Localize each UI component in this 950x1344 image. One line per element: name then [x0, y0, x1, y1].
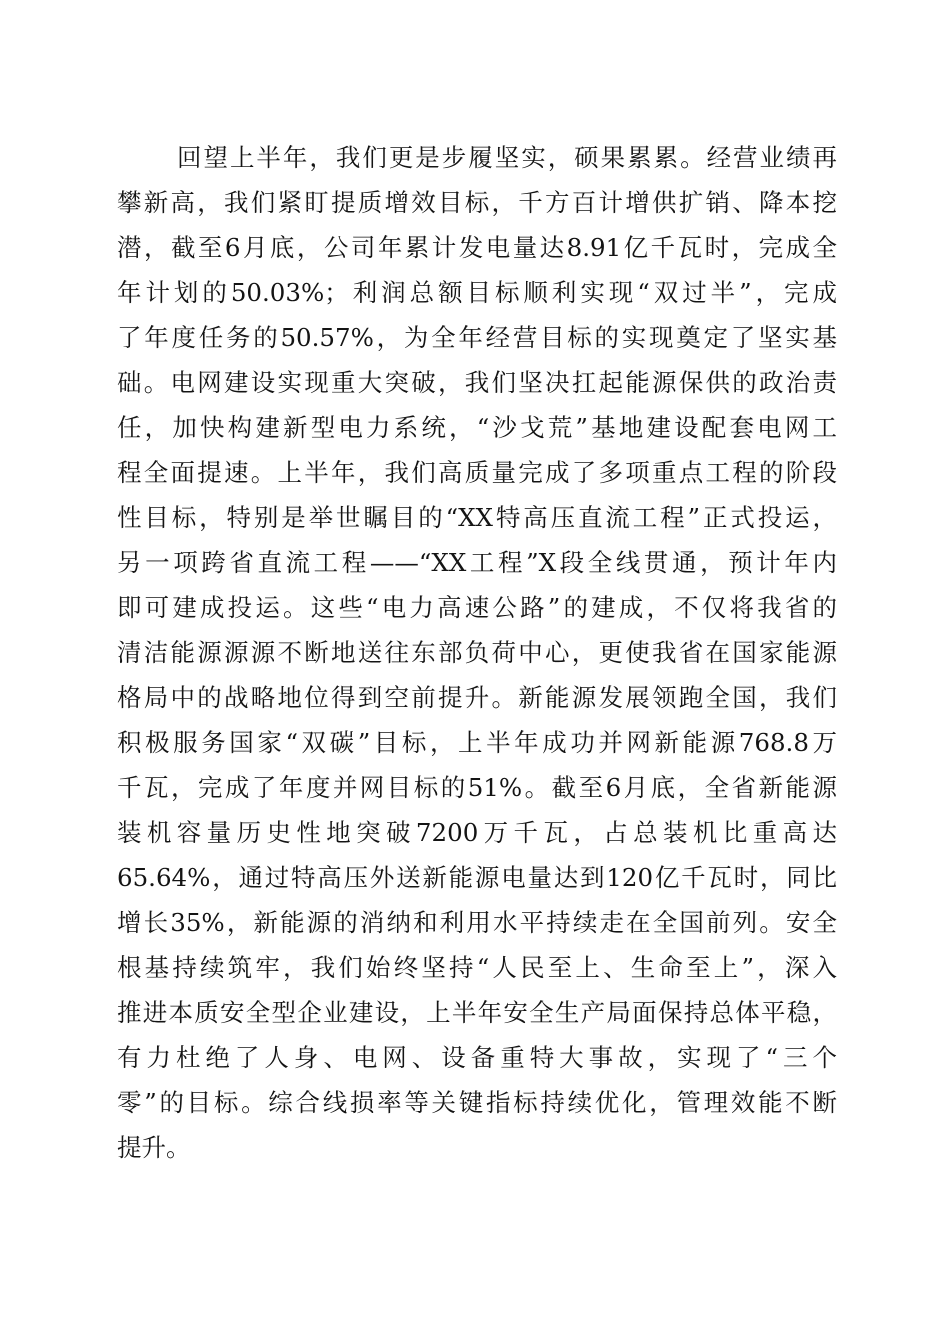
paragraph-line-4: 年计划的50.03%；利润总额目标顺利实现“双过半”，完成 — [117, 278, 837, 307]
paragraph-line-12: 清洁能源源源不断地送往东部负荷中心，更使我省在国家能源 — [117, 638, 837, 667]
paragraph-line-21: 有力杜绝了人身、电网、设备重特大事故，实现了“三个 — [117, 1043, 837, 1072]
paragraph-line-14: 积极服务国家“双碳”目标，上半年成功并网新能源768.8万 — [117, 728, 837, 757]
paragraph-line-17: 65.64%，通过特高压外送新能源电量达到120亿千瓦时，同比 — [117, 863, 837, 892]
paragraph-line-16: 装机容量历史性地突破7200万千瓦，占总装机比重高达 — [117, 818, 837, 847]
paragraph-line-20: 推进本质安全型企业建设，上半年安全生产局面保持总体平稳， — [117, 998, 837, 1027]
paragraph-line-19: 根基持续筑牢，我们始终坚持“人民至上、生命至上”，深入 — [117, 953, 837, 982]
paragraph-line-23: 提升。 — [117, 1133, 191, 1162]
paragraph-line-6: 础。电网建设实现重大突破，我们坚决扛起能源保供的政治责 — [117, 368, 837, 397]
paragraph-line-8: 程全面提速。上半年，我们高质量完成了多项重点工程的阶段 — [117, 458, 837, 487]
paragraph-line-5: 了年度任务的50.57%，为全年经营目标的实现奠定了坚实基 — [117, 323, 837, 352]
paragraph-line-3: 潜，截至6月底，公司年累计发电量达8.91亿千瓦时，完成全 — [117, 233, 837, 262]
paragraph-line-22: 零”的目标。综合线损率等关键指标持续优化，管理效能不断 — [117, 1088, 837, 1117]
paragraph-line-1: 回望上半年，我们更是步履坚实，硕果累累。经营业绩再 — [177, 143, 837, 172]
paragraph-line-13: 格局中的战略地位得到空前提升。新能源发展领跑全国，我们 — [117, 683, 837, 712]
paragraph-line-10: 另一项跨省直流工程——“XX工程”X段全线贯通，预计年内 — [117, 548, 837, 577]
paragraph-line-18: 增长35%，新能源的消纳和利用水平持续走在全国前列。安全 — [117, 908, 837, 937]
paragraph-line-11: 即可建成投运。这些“电力高速公路”的建成，不仅将我省的 — [117, 593, 837, 622]
paragraph-line-9: 性目标，特别是举世瞩目的“XX特高压直流工程”正式投运， — [117, 503, 837, 532]
paragraph-line-7: 任，加快构建新型电力系统，“沙戈荒”基地建设配套电网工 — [117, 413, 837, 442]
paragraph-line-15: 千瓦，完成了年度并网目标的51%。截至6月底，全省新能源 — [117, 773, 837, 802]
paragraph-line-2: 攀新高，我们紧盯提质增效目标，千方百计增供扩销、降本挖 — [117, 188, 837, 217]
